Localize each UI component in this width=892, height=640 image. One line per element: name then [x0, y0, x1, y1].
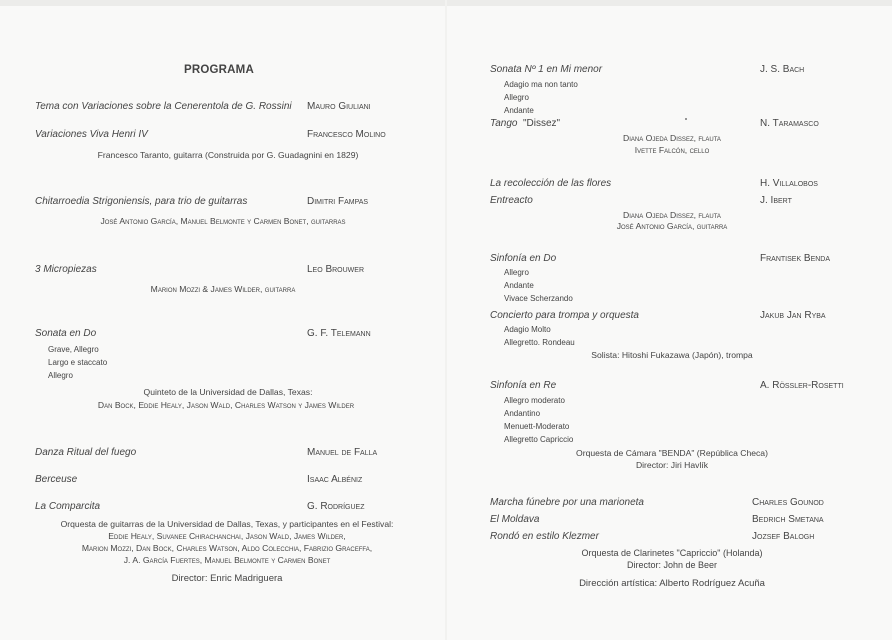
performers-line: J. A. García Fuertes, Manuel Belmonte y Carmen Bonet — [123, 555, 331, 565]
page-title: PROGRAMA — [184, 64, 254, 76]
movement: Allegretto. Rondeau — [504, 338, 575, 347]
artistic-direction-line: Dirección artística: Alberto Rodríguez Acuña — [579, 578, 765, 589]
performers-line: Orquesta de Clarinetes "Capriccio" (Holanda) — [581, 548, 763, 558]
composer-name: Isaac Albéniz — [307, 474, 363, 485]
performers-line: Dan Bock, Eddie Healy, Jason Wald, Charles Watson y James Wilder — [97, 400, 355, 410]
composer-name: Charles Gounod — [752, 497, 824, 508]
work-title: Marcha fúnebre por una marioneta — [490, 497, 644, 508]
work-title: 3 Micropiezas — [35, 264, 97, 275]
work-title: Berceuse — [35, 474, 78, 485]
performers-line: Orquesta de guitarras de la Universidad de Dallas, Texas, y participantes en el Festival: — [60, 519, 394, 529]
performers-line: José Antonio García, Manuel Belmonte y Carmen Bonet, guitarras — [100, 216, 346, 226]
composer-name: J. S. Bach — [760, 64, 805, 75]
composer-name: H. Villalobos — [760, 178, 818, 189]
paper-speck — [685, 118, 687, 120]
movement: Andante — [504, 281, 534, 290]
movement: Andantino — [504, 409, 541, 418]
work-title: Rondó en estilo Klezmer — [490, 531, 599, 542]
work-title: La recolección de las flores — [490, 178, 612, 189]
performers-line: Francesco Taranto, guitarra (Construida por G. Guadagnini en 1829) — [97, 150, 359, 160]
performers-line: Marion Mozzi, Dan Bock, Charles Watson, Aldo Colecchia, Fabrizio Graceffa, — [81, 543, 373, 553]
composer-name: Dimitri Fampas — [307, 196, 369, 207]
movement: Allegretto Capriccio — [504, 435, 574, 444]
director-line: Director: Jiri Havlík — [635, 460, 709, 470]
performers-line: Solista: Hitoshi Fukazawa (Japón), trompa — [591, 350, 753, 360]
work-title: Variaciones Viva Henri IV — [35, 129, 148, 140]
composer-name: Bedrich Smetana — [752, 514, 824, 525]
composer-name: A. Rössler-Rosetti — [760, 380, 844, 391]
work-title-main: Tango — [490, 118, 518, 129]
work-title: Sinfonía en Do — [490, 253, 557, 264]
director-line: Director: John de Beer — [626, 560, 718, 570]
work-title: Concierto para trompa y orquesta — [490, 310, 639, 321]
performers-line: Ivette Falcón, cello — [634, 145, 710, 155]
work-title-suffix: "Dissez" — [523, 118, 561, 129]
director-line: Director: Enric Madriguera — [171, 573, 283, 584]
work-title: Sonata en Do — [35, 328, 97, 339]
composer-name: G. F. Telemann — [307, 328, 371, 339]
work-title: El Moldava — [490, 514, 540, 525]
movement: Vivace Scherzando — [504, 294, 573, 303]
composer-name: Leo Brouwer — [307, 264, 365, 275]
composer-name: Jakub Jan Ryba — [760, 310, 826, 321]
movement: Largo e staccato — [48, 358, 108, 367]
movement: Andante — [504, 106, 534, 115]
performers-line: José Antonio García, guitarra — [616, 221, 728, 231]
performers-line: Diana Ojeda Dissez, flauta — [623, 210, 721, 220]
movement: Allegro moderato — [504, 396, 565, 405]
movement: Adagio ma non tanto — [504, 80, 578, 89]
performers-line: Diana Ojeda Dissez, flauta — [623, 133, 721, 143]
work-title: Danza Ritual del fuego — [35, 447, 137, 458]
performers-line: Orquesta de Cámara "BENDA" (República Checa) — [576, 448, 768, 458]
work-title: Entreacto — [490, 195, 533, 206]
movement: Adagio Molto — [504, 325, 551, 334]
work-title: Sonata Nº 1 en Mi menor — [490, 64, 603, 75]
composer-name: Frantisek Benda — [760, 253, 831, 264]
movement: Allegro — [504, 93, 529, 102]
work-title — [490, 118, 560, 129]
composer-name: J. Ibert — [760, 195, 792, 206]
movement: Allegro — [504, 268, 529, 277]
movement: Menuett-Moderato — [504, 422, 570, 431]
composer-name: G. Rodríguez — [307, 501, 365, 512]
work-title: La Comparcita — [35, 501, 101, 512]
performers-line: Marion Mozzi & James Wilder, guitarra — [150, 284, 296, 294]
right-page — [446, 0, 892, 640]
composer-name: Manuel de Falla — [307, 447, 378, 458]
work-title: Tema con Variaciones sobre la Cenerentola de G. Rossini — [35, 101, 292, 112]
movement: Allegro — [48, 371, 73, 380]
work-title: Sinfonía en Re — [490, 380, 557, 391]
composer-name: Mauro Giuliani — [307, 101, 371, 112]
performers-line: Quinteto de la Universidad de Dallas, Texas: — [143, 387, 313, 397]
composer-name: Jozsef Balogh — [752, 531, 815, 542]
performers-line: Eddie Healy, Suvanee Chirachanchai, Jason Wald, James Wilder, — [108, 531, 346, 541]
work-title: Chitarroedia Strigoniensis, para trio de guitarras — [35, 196, 248, 207]
composer-name: Francesco Molino — [307, 129, 386, 140]
composer-name: N. Taramasco — [760, 118, 819, 129]
movement: Grave, Allegro — [48, 345, 99, 354]
